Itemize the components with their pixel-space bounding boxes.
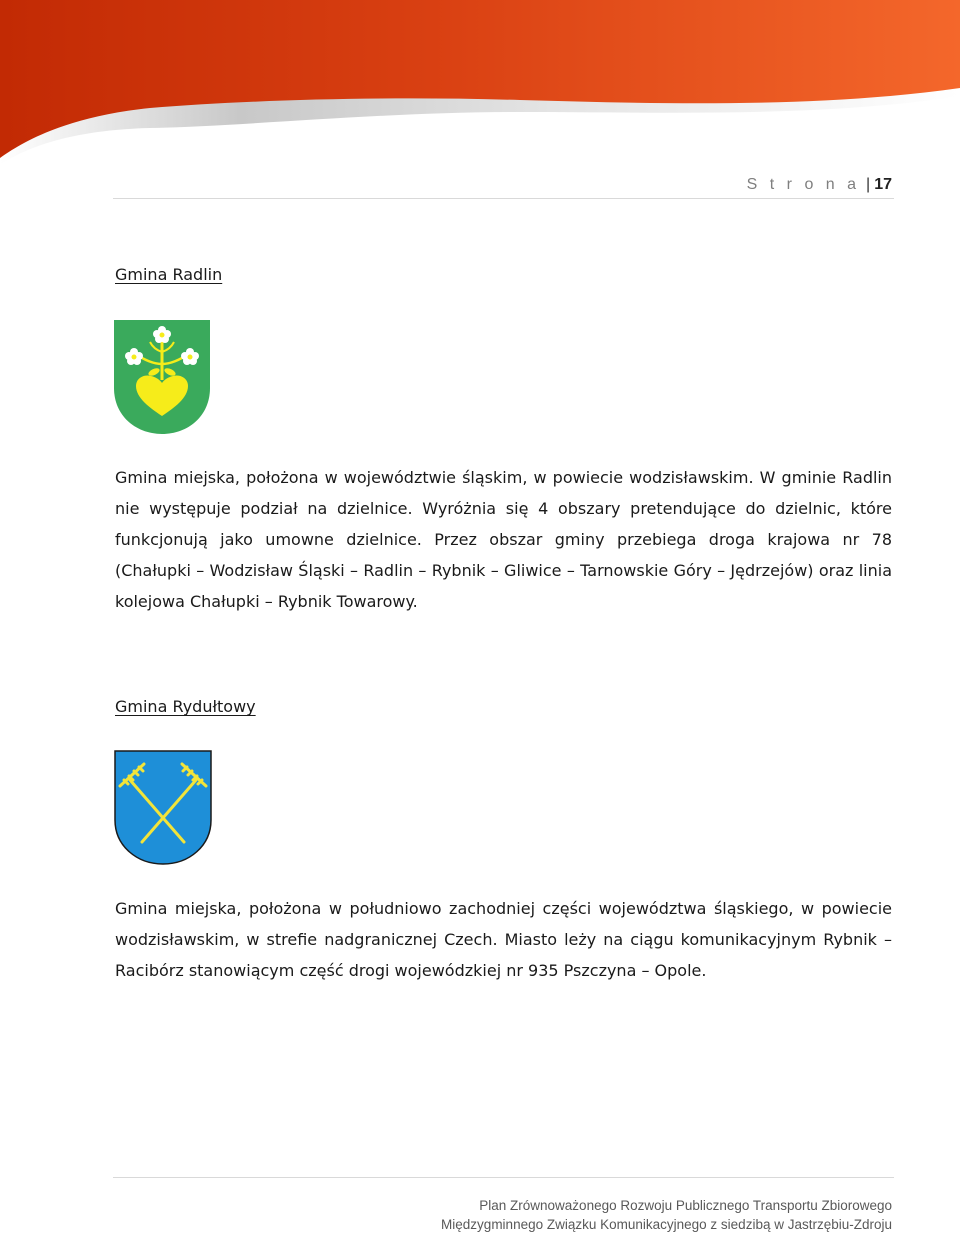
footer-line-1: Plan Zrównoważonego Rozwoju Publicznego Transportu Zbiorowego (479, 1198, 892, 1213)
header-divider (113, 198, 894, 199)
page-separator: | (866, 176, 871, 193)
rydultowy-description (115, 893, 892, 986)
section-title-radlin: Gmina Radlin (115, 265, 223, 284)
header-wave-decoration (0, 0, 960, 175)
section-title-rydultowy: Gmina Rydułtowy (115, 697, 256, 716)
page-label: S t r o n a (746, 176, 861, 193)
radlin-description-text: Gmina miejska, położona w województwie śląskim, w powiecie wodzisławskim. W gminie Radlin nie występuje podział na dzielnice. Wyróżnia się 4 obszary pretendujące do dzielnic, które funkcjonują jako umowne dzielnice. Przez obszar gminy przebiega droga krajowa nr 78 (Chałupki – Wodzisław Śląski – Radlin – Rybnik – Gliwice – Tarnowskie Góry – Jędrzejów) oraz linia kolejowa Chałupki – Rybnik Towarowy. (115, 468, 892, 611)
footer-line-2: Międzygminnego Związku Komunikacyjnego z siedzibą w Jastrzębiu-Zdroju (441, 1217, 892, 1232)
footer (441, 1196, 892, 1234)
rydultowy-description-text: Gmina miejska, położona w południowo zachodniej części województwa śląskiego, w powiecie wodzisławskim, w strefie nadgranicznej Czech. Miasto leży na ciągu komunikacyjnym Rybnik – Racibórz stanowiącym część drogi wojewódzkiej nr 935 Pszczyna – Opole. (115, 899, 892, 980)
page-number-value: 17 (874, 176, 892, 193)
rydultowy-crest-icon (114, 750, 212, 865)
page-number (747, 176, 892, 194)
radlin-crest-icon (114, 320, 210, 434)
footer-divider (113, 1177, 894, 1178)
radlin-description (115, 462, 892, 617)
